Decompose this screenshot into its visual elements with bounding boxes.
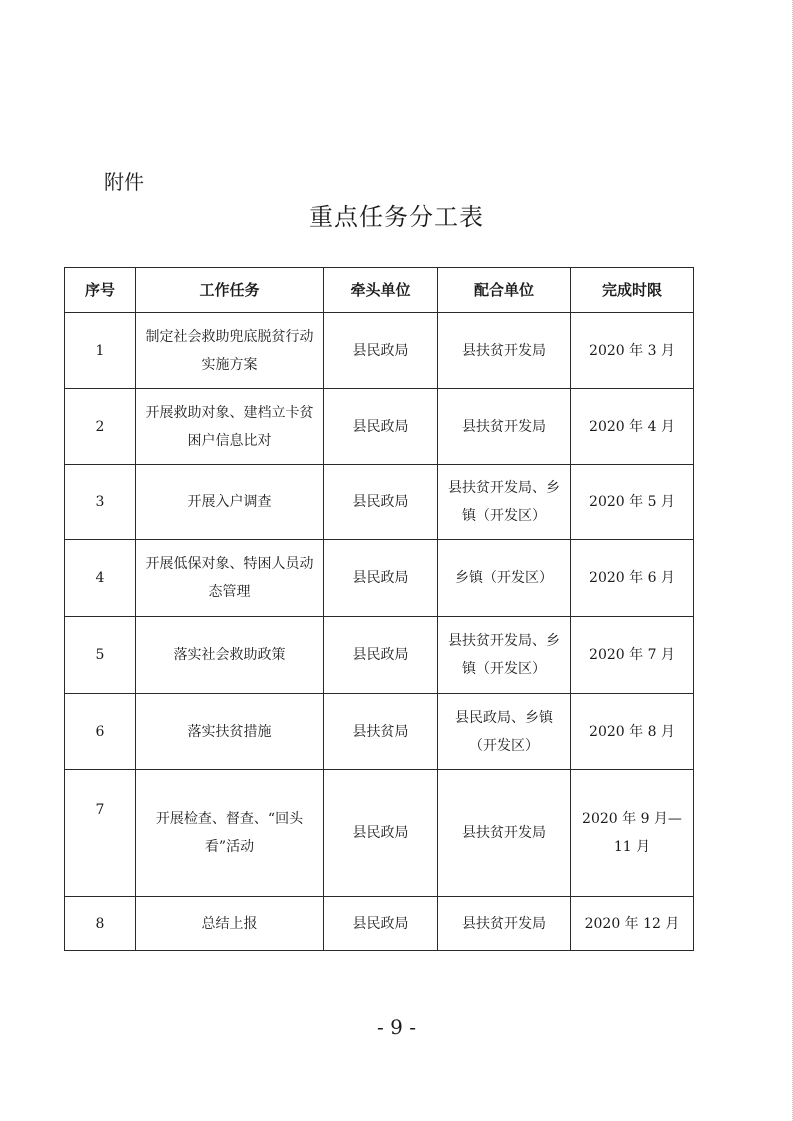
cell-partner: 县扶贫开发局 (438, 897, 571, 951)
cell-lead: 县民政局 (324, 465, 438, 540)
table-row (65, 617, 694, 694)
header-no: 序号 (65, 268, 136, 313)
cell-task: 开展入户调查 (136, 465, 324, 540)
cell-lead: 县民政局 (324, 389, 438, 465)
header-task: 工作任务 (136, 268, 324, 313)
attachment-label: 附件 (104, 170, 144, 194)
table-row (65, 313, 694, 389)
cell-no: 4 (65, 540, 136, 617)
page-title: 重点任务分工表 (309, 203, 484, 231)
header-deadline: 完成时限 (571, 268, 694, 313)
page-number: - 9 - (377, 1015, 416, 1039)
cell-deadline: 2020 年 5 月 (571, 465, 694, 540)
cell-lead: 县民政局 (324, 540, 438, 617)
cell-partner: 县民政局、乡镇（开发区） (438, 694, 571, 770)
cell-partner: 县扶贫开发局、乡镇（开发区） (438, 617, 571, 694)
cell-partner: 县扶贫开发局 (438, 770, 571, 897)
cell-no: 3 (65, 465, 136, 540)
cell-deadline: 2020 年 8 月 (571, 694, 694, 770)
cell-partner: 县扶贫开发局、乡镇（开发区） (438, 465, 571, 540)
cell-deadline: 2020 年 12 月 (571, 897, 694, 951)
cell-partner: 乡镇（开发区） (438, 540, 571, 617)
cell-lead: 县民政局 (324, 617, 438, 694)
cell-deadline: 2020 年 9 月—11 月 (571, 770, 694, 897)
cell-lead: 县民政局 (324, 770, 438, 897)
table-header-row (65, 268, 694, 313)
cell-partner: 县扶贫开发局 (438, 389, 571, 465)
cell-task: 开展检查、督查、“回头看”活动 (136, 770, 324, 897)
cell-partner: 县扶贫开发局 (438, 313, 571, 389)
table-row (65, 770, 694, 897)
cell-deadline: 2020 年 3 月 (571, 313, 694, 389)
cell-task: 开展救助对象、建档立卡贫困户信息比对 (136, 389, 324, 465)
table-row (65, 389, 694, 465)
table-row (65, 694, 694, 770)
cell-lead: 县民政局 (324, 897, 438, 951)
table-row (65, 897, 694, 951)
cell-task: 制定社会救助兜底脱贫行动实施方案 (136, 313, 324, 389)
cell-no: 6 (65, 694, 136, 770)
header-lead: 牵头单位 (324, 268, 438, 313)
header-partner: 配合单位 (438, 268, 571, 313)
cell-task: 开展低保对象、特困人员动态管理 (136, 540, 324, 617)
cell-no: 2 (65, 389, 136, 465)
cell-deadline: 2020 年 4 月 (571, 389, 694, 465)
cell-no: 5 (65, 617, 136, 694)
table-row (65, 465, 694, 540)
cell-no: 8 (65, 897, 136, 951)
cell-no: 1 (65, 313, 136, 389)
task-table (64, 267, 694, 951)
cell-deadline: 2020 年 6 月 (571, 540, 694, 617)
cell-task: 落实扶贫措施 (136, 694, 324, 770)
cell-lead: 县民政局 (324, 313, 438, 389)
table-row (65, 540, 694, 617)
cell-deadline: 2020 年 7 月 (571, 617, 694, 694)
cell-lead: 县扶贫局 (324, 694, 438, 770)
cell-task: 总结上报 (136, 897, 324, 951)
cell-no: 7 (65, 770, 136, 897)
cell-task: 落实社会救助政策 (136, 617, 324, 694)
